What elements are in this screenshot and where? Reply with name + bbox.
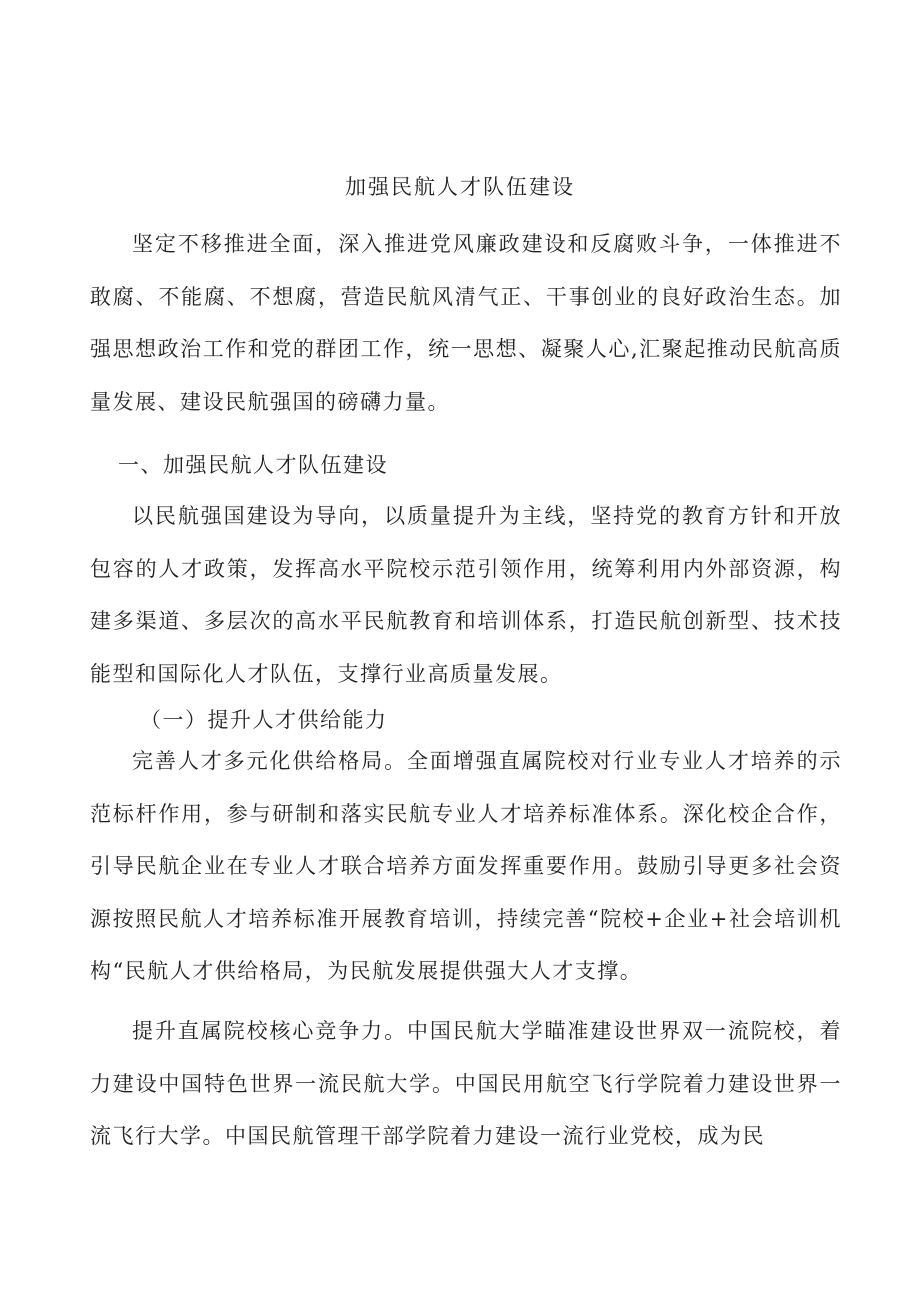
subsection-heading-talent-supply: （一）提升人才供给能力 — [140, 708, 388, 732]
paragraph-college-competitiveness: 提升直属院校核心竞争力。中国民航大学瞄准建设世界双一流院校，着力建设中国特色世界一流民航大学。中国民用航空飞行学院着力建设世界一流飞行大学。中国民航管理干部学院着力建设一流行业党校，成为民 — [90, 1019, 842, 1148]
paragraph-talent-supply-pattern: 完善人才多元化供给格局。全面增强直属院校对行业专业人才培养的示范标杆作用，参与研制和落实民航专业人才培养标准体系。深化校企合作，引导民航企业在专业人才联合培养方面发挥重要作用。鼓励引导更多社会资源按照民航人才培养标准开展教育培训，持续完善“院校+企业+社会培训机构“民航人才供给格局，为民航发展提供强大人才支撑。 — [90, 749, 842, 983]
paragraph-party-building: 坚定不移推进全面，深入推进党风廉政建设和反腐败斗争，一体推进不敢腐、不能腐、不想腐，营造民航风清气正、干事创业的良好政治生态。加强思想政治工作和党的群团工作，统一思想、凝聚人心,汇聚起推动民航高质量发展、建设民航强国的磅礴力量。 — [90, 232, 842, 414]
paragraph-talent-strategy: 以民航强国建设为导向，以质量提升为主线，坚持党的教育方针和开放包容的人才政策，发挥高水平院校示范引领作用，统筹利用内外部资源，构建多渠道、多层次的高水平民航教育和培训体系，打造民航创新型、技术技能型和国际化人才队伍，支撑行业高质量发展。 — [90, 504, 842, 686]
document-title: 加强民航人才队伍建设 — [345, 175, 575, 199]
section-heading-talent-team: 一、加强民航人才队伍建设 — [118, 453, 388, 477]
